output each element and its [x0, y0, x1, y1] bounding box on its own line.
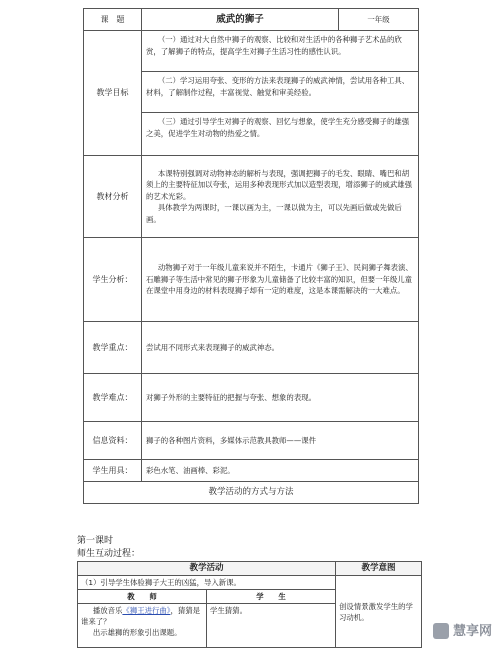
- student-tools-label: 学生用具：: [84, 460, 142, 482]
- methods-title: 教学活动的方式与方法: [84, 482, 419, 504]
- difficulty-text: 对狮子外形的主要特征的把握与夸张、想象的表现。: [142, 374, 419, 422]
- student-label: 学 生: [207, 590, 336, 604]
- materials-analysis-label: 教材分析: [84, 156, 142, 238]
- teacher-text: 播放音乐《狮王进行曲》，猜猜是谁来了？ 出示雄狮的形象引出课题。: [78, 604, 207, 648]
- student-tools-text: 彩色水笔、油画棒、彩泥。: [142, 460, 419, 482]
- activity-header: 教学活动: [78, 562, 336, 576]
- key-point-label: 教学重点：: [84, 322, 142, 374]
- difficulty-label: 教学难点：: [84, 374, 142, 422]
- lesson-title: 威武的狮子: [142, 9, 339, 31]
- watermark: 慧享网: [433, 620, 492, 640]
- interaction-process-title: 师生互动过程：: [77, 549, 141, 559]
- info-resources-label: 信息资料：: [84, 422, 142, 460]
- lesson-plan-table: [83, 8, 419, 504]
- student-text: 学生猜猜。: [207, 604, 336, 648]
- lesson-number: 第一课时: [77, 536, 114, 546]
- student-analysis-label: 学生分析：: [84, 238, 142, 322]
- objectives-label: 教学目标: [84, 31, 142, 156]
- objective-2: （二）学习运用夸张、变形的方法来表现狮子的威武神情，尝试用各种工具、材料，了解制作过程，丰富视觉、触觉和审美经验。: [142, 72, 418, 113]
- activity-table: [77, 561, 422, 648]
- objective-3: （三）通过引导学生对狮子的观察、回忆与想象，使学生充分感受狮子的雄强之美，促进学生对动物的热爱之情。: [146, 117, 410, 138]
- intent-text: 创设情景激发学生的学习动机。: [336, 576, 422, 648]
- intent-header: 教学意图: [336, 562, 422, 576]
- subject-label: 课 题: [84, 9, 142, 31]
- grade-label: 一年级: [339, 9, 419, 31]
- objective-1: （一）通过对大自然中狮子的观察、比较和对生活中的各种狮子艺术品的欣赏，了解狮子的特点，提高学生对狮子生活习性的感性认识。: [142, 31, 418, 72]
- info-resources-text: 狮子的各种图片资料，多媒体示范教具教师——课件: [142, 422, 419, 460]
- music-link[interactable]: 《狮王进行曲》: [122, 606, 171, 615]
- student-analysis-text: 动物狮子对于一年级儿童来说并不陌生，卡通片《狮子王》、民间狮子舞表演、石雕狮子等生活中常见的狮子形象为儿童储备了比较丰富的知识，但要一年级儿童在课堂中用身边的材料表现狮子却有一定的难度，这是本课需解决的一大难点。: [142, 238, 419, 322]
- materials-analysis-text: 本课特别强调对动物神态的解析与表现，强调把狮子的毛发、眼睛、嘴巴和胡须上的主要特征加以夸张，运用多种表现形式加以造型表现，增添狮子的威武雄强的艺术光彩。 具体教学为两课时，一课以画为主，一课以做为主，可以先画后做或先做后画。: [142, 156, 419, 238]
- step-1: （1）引导学生体验狮子大王的凶猛，导入新课。: [78, 576, 336, 590]
- key-point-text: 尝试用不同形式来表现狮子的威武神态。: [142, 322, 419, 374]
- watermark-logo-icon: [433, 623, 449, 639]
- teacher-label: 教 师: [78, 590, 207, 604]
